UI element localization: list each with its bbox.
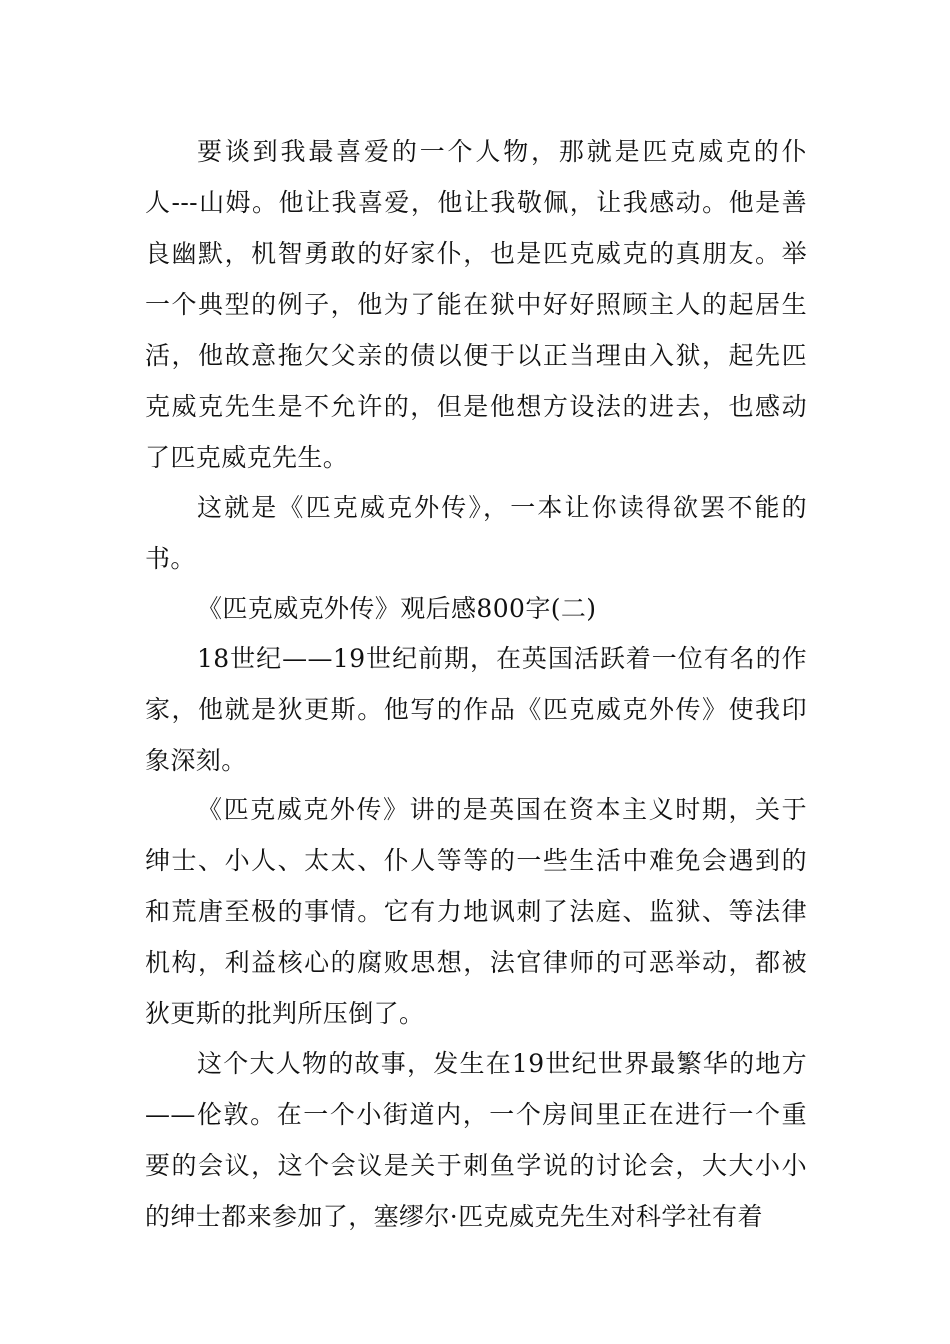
text-line: 良幽默，机智勇敢的好家仆，也是匹克威克的真朋友。举 — [145, 239, 807, 268]
text-line: 象深刻。 — [145, 746, 247, 775]
text-line: 机构，利益核心的腐败思想，法官律师的可恶举动，都被 — [145, 948, 807, 977]
text-line: ——伦敦。在一个小街道内，一个房间里正在进行一个重 — [145, 1100, 807, 1129]
text-line: 一个典型的例子，他为了能在狱中好好照顾主人的起居生 — [145, 290, 807, 319]
text-line: 的绅士都来参加了，塞缪尔·匹克威克先生对科学社有着 — [145, 1202, 763, 1231]
text-line: 活，他故意拖欠父亲的债以便于以正当理由入狱，起先匹 — [145, 341, 807, 370]
text-line: 克威克先生是不允许的，但是他想方设法的进去，也感动 — [145, 392, 807, 421]
heading-text: 《匹克威克外传》观后感800字(二) — [197, 594, 597, 623]
text-line: 这个大人物的故事，发生在19世纪世界最繁华的地方 — [197, 1049, 807, 1078]
paragraph-satire — [145, 784, 807, 1039]
text-line: 这就是《匹克威克外传》，一本让你读得欲罢不能的 — [197, 493, 807, 522]
paragraph-sam — [145, 126, 807, 483]
text-line: 绅士、小人、太太、仆人等等的一些生活中难免会遇到的 — [145, 846, 807, 875]
paragraph-london — [145, 1038, 807, 1242]
text-line: 和荒唐至极的事情。它有力地讽刺了法庭、监狱、等法律 — [145, 897, 807, 926]
paragraph-dickens — [145, 633, 807, 786]
paragraph-book-praise — [145, 482, 807, 584]
text-line: 要谈到我最喜爱的一个人物，那就是匹克威克的仆 — [197, 137, 807, 166]
text-line: 人---山姆。他让我喜爱，他让我敬佩，让我感动。他是善 — [145, 188, 807, 217]
text-line: 要的会议，这个会议是关于刺鱼学说的讨论会，大大小小 — [145, 1151, 807, 1180]
text-line: 《匹克威克外传》讲的是英国在资本主义时期，关于 — [197, 795, 807, 824]
text-line: 家，他就是狄更斯。他写的作品《匹克威克外传》使我印 — [145, 695, 807, 724]
text-line: 狄更斯的批判所压倒了。 — [145, 999, 425, 1028]
section-heading — [145, 583, 807, 634]
text-line: 书。 — [145, 544, 196, 573]
text-line: 18世纪——19世纪前期，在英国活跃着一位有名的作 — [197, 644, 807, 673]
text-line: 了匹克威克先生。 — [145, 443, 349, 472]
